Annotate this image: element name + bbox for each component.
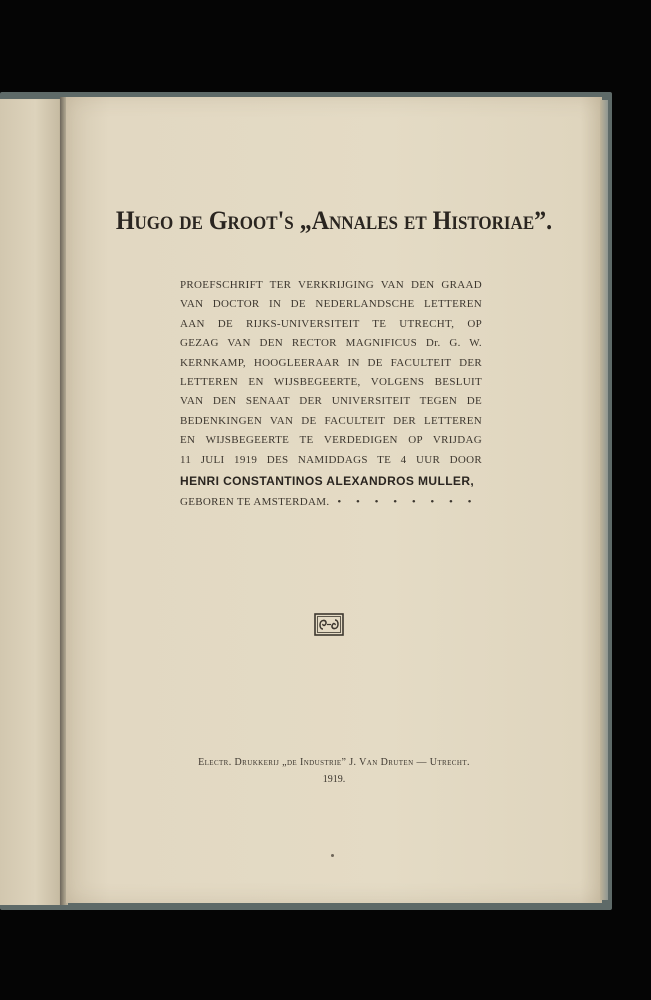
left-page	[0, 99, 64, 905]
text-line: GEZAG VAN DEN RECTOR MAGNIFICUS Dr. G. W.	[180, 337, 482, 350]
birthplace-text: GEBOREN TE AMSTERDAM.	[180, 495, 330, 508]
paper-speck	[331, 854, 334, 857]
author-name: HENRI CONSTANTINOS ALEXANDROS MULLER,	[180, 473, 475, 488]
text-line: VAN DEN SENAAT DER UNIVERSITEIT TEGEN DE	[180, 395, 482, 408]
text-line: VAN DOCTOR IN DE NEDERLANDSCHE LETTEREN	[180, 298, 482, 311]
text-line: 11 JULI 1919 DES NAMIDDAGS TE 4 UUR DOOR	[180, 453, 482, 466]
text-line: EN WIJSBEGEERTE TE VERDEDIGEN OP VRIJDAG	[180, 434, 482, 447]
publication-year: 1919.	[322, 774, 346, 785]
text-line: KERNKAMP, HOOGLEERAAR IN DE FACULTEIT DER	[180, 356, 482, 369]
text-line: LETTEREN EN WIJSBEGEERTE, VOLGENS BESLUIT	[180, 375, 482, 388]
text-line: AAN DE RIJKS-UNIVERSITEIT TE UTRECHT, OP	[180, 317, 482, 330]
printer-ornament-icon	[314, 613, 344, 636]
dot-leader: • • • • • • • •	[337, 495, 478, 508]
birthplace-line	[180, 492, 482, 512]
text-line: BEDENKINGEN VAN DE FACULTEIT DER LETTEREN	[180, 414, 482, 427]
dissertation-text	[180, 276, 482, 512]
page-title: Hugo de Groot's „Annales et Historiae”.	[115, 206, 553, 236]
text-line: PROEFSCHRIFT TER VERKRIJGING VAN DEN GRAAD	[180, 279, 482, 291]
printer-imprint: Electr. Drukkerij „de Industrie” J. Van Druten — Utrecht.	[198, 757, 470, 768]
